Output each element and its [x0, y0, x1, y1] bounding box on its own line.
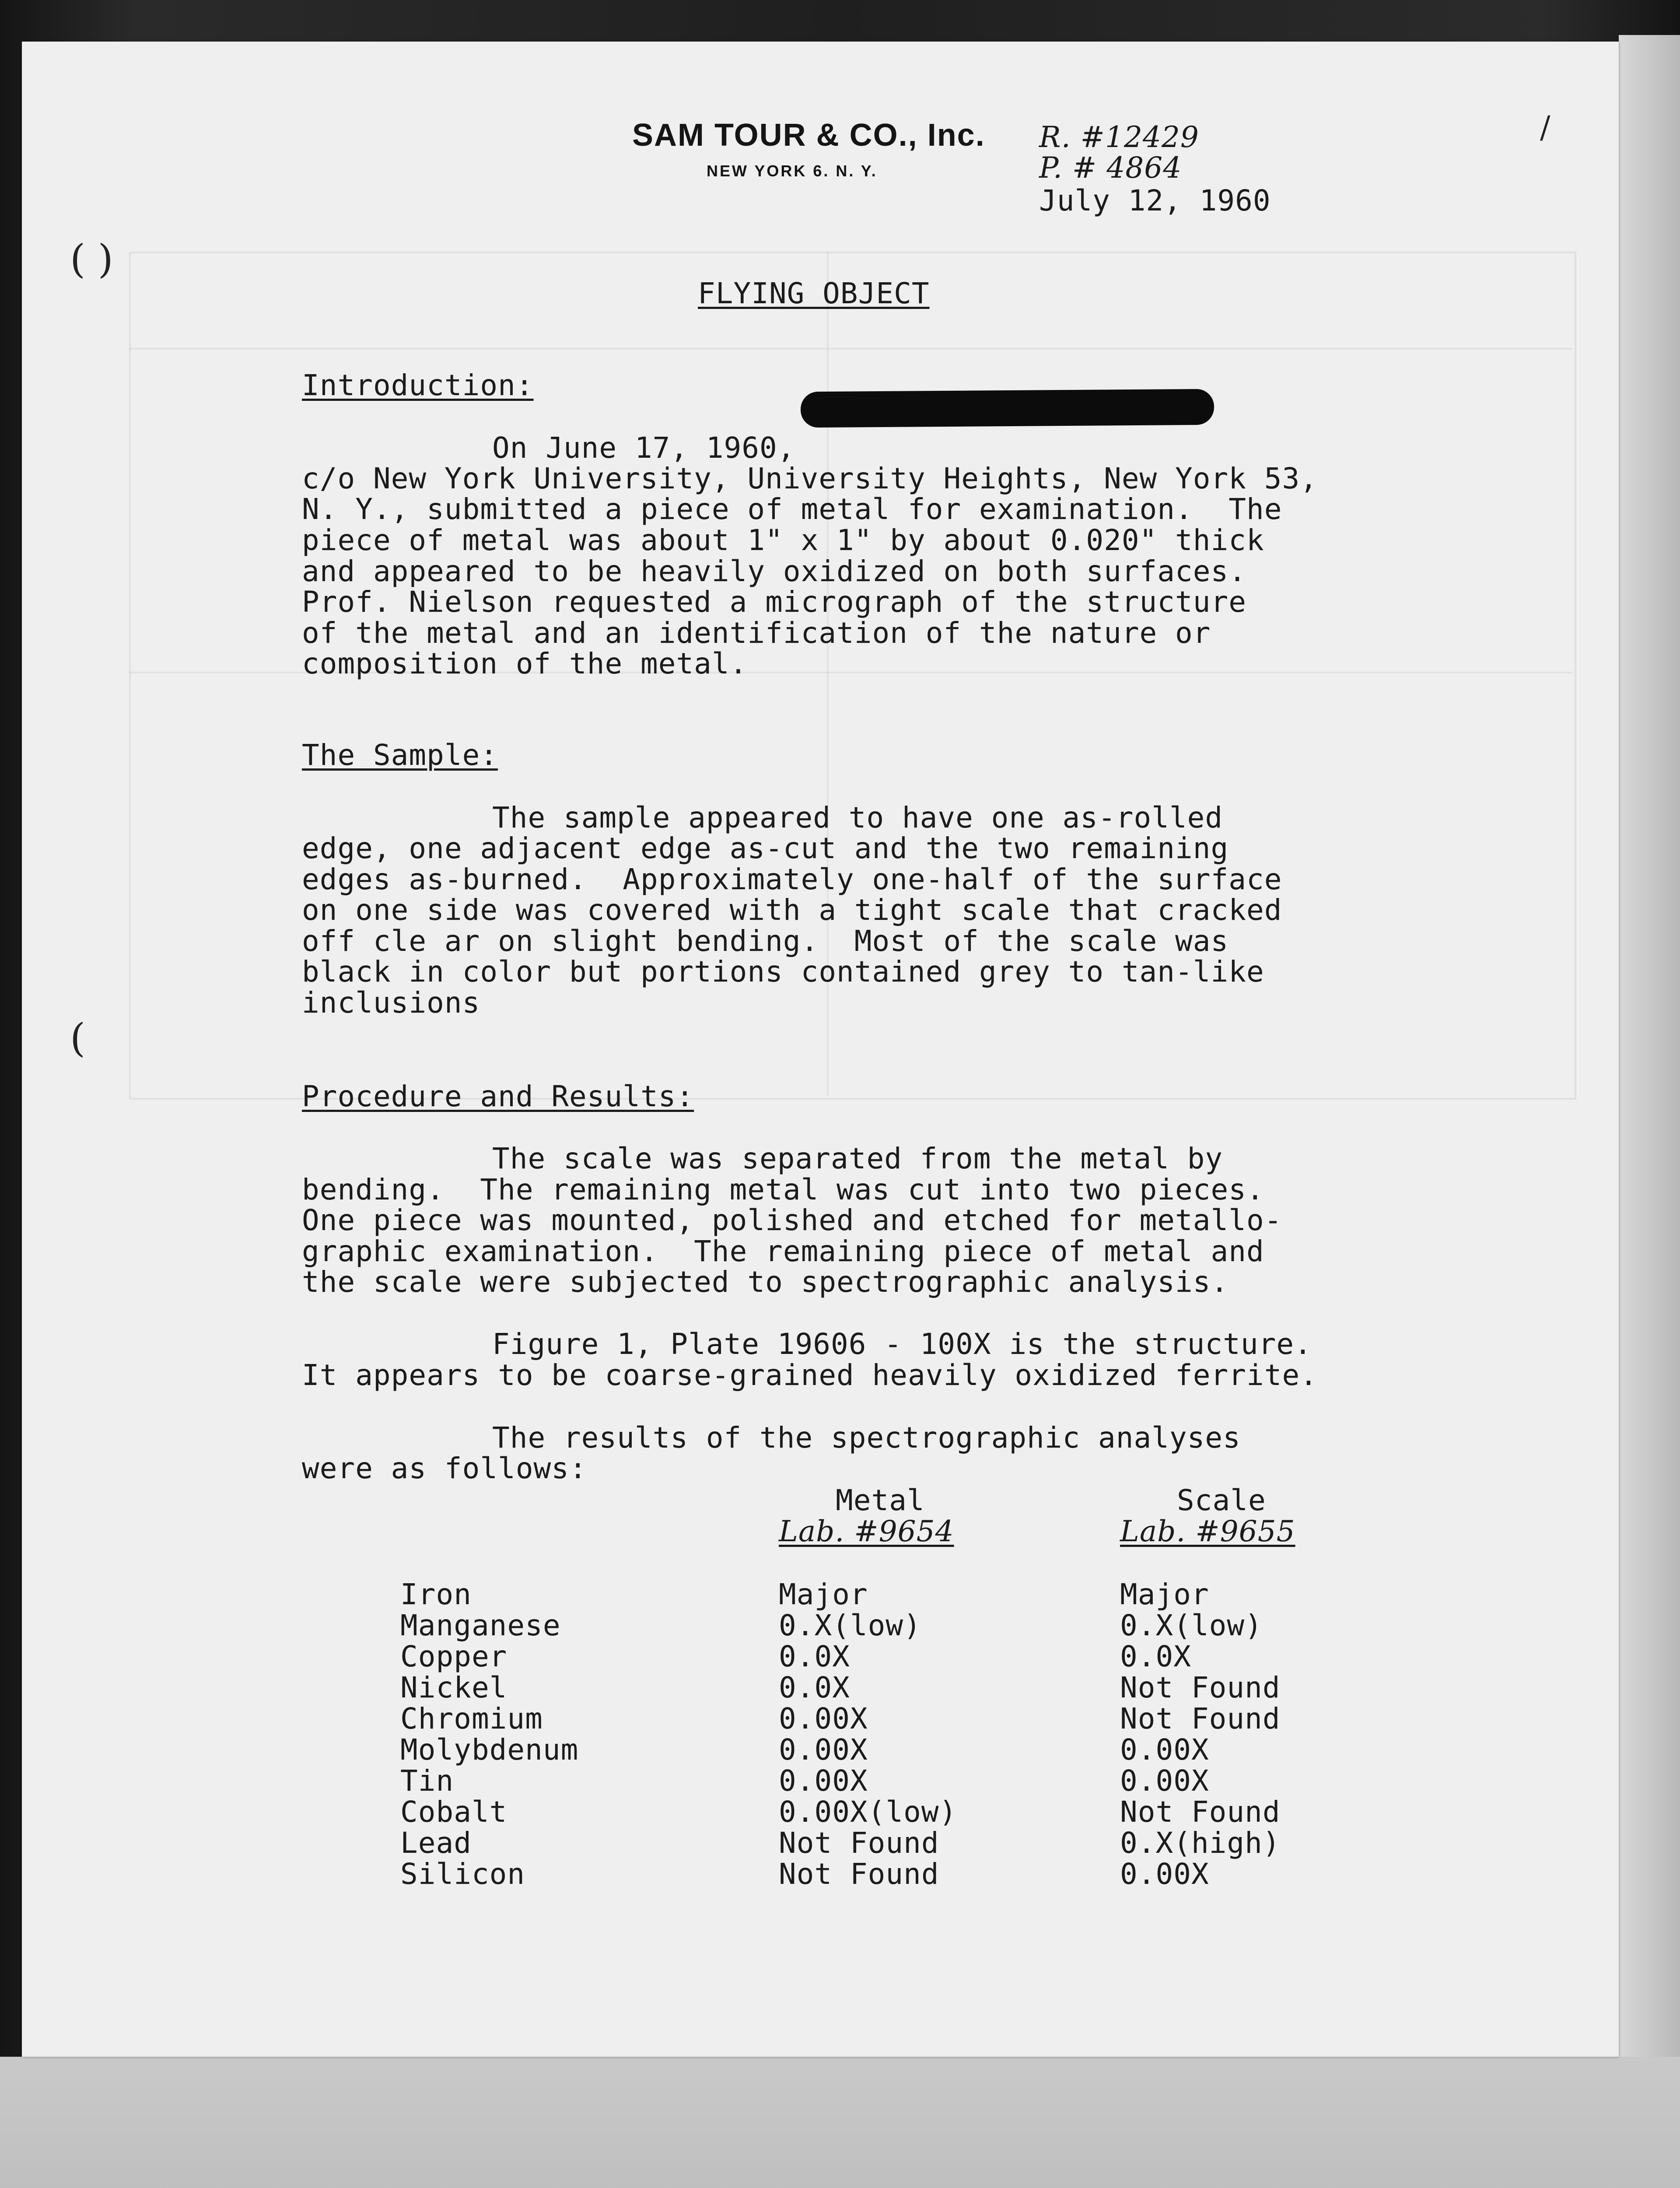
procedure-line: The scale was separated from the metal by [492, 1142, 1223, 1175]
sample-heading: The Sample: [302, 738, 498, 772]
sample-line: on one side was covered with a tight scale that cracked [302, 893, 1282, 927]
element-name: Manganese [400, 1609, 561, 1642]
intro-line: and appeared to be heavily oxidized on both surfaces. [302, 554, 1246, 588]
scale-value: Not Found [1120, 1671, 1281, 1704]
procedure-line: the scale were subjected to spectrographic analysis. [302, 1265, 1229, 1299]
scale-lab-text: Lab. #9655 [1120, 1515, 1295, 1548]
metal-value: 0.00X [779, 1702, 868, 1736]
element-name: Silicon [400, 1857, 525, 1891]
sample-line: The sample appeared to have one as-rolled [492, 801, 1223, 835]
scale-value: 0.00X [1120, 1857, 1209, 1891]
scale-value: 0.00X [1120, 1764, 1209, 1798]
company-city: NEW YORK 6. N. Y. [707, 162, 878, 180]
intro-line: N. Y., submitted a piece of metal for examination. The [302, 492, 1282, 526]
element-name: Lead [400, 1826, 472, 1860]
intro-line: c/o New York University, University Heights, New York 53, [302, 462, 1318, 495]
sample-line: black in color but portions contained grey to tan-like [302, 955, 1264, 989]
element-name: Copper [400, 1640, 508, 1673]
procedure-line: bending. The remaining metal was cut into two pieces. [302, 1173, 1264, 1206]
element-name: Nickel [400, 1671, 508, 1704]
scale-value: Not Found [1120, 1795, 1281, 1829]
document-title: FLYING OBJECT [698, 277, 930, 310]
procedure-line: It appears to be coarse-grained heavily oxidized ferrite. [302, 1358, 1318, 1392]
sample-line: edges as-burned. Approximately one-half of the surface [302, 863, 1282, 896]
scale-value: 0.00X [1120, 1733, 1209, 1767]
sample-line: off cle ar on slight bending. Most of the scale was [302, 924, 1229, 958]
reference-r [1039, 120, 1199, 154]
scale-value: Not Found [1120, 1702, 1281, 1736]
element-name: Chromium [400, 1702, 543, 1736]
metal-value: 0.X(low) [779, 1609, 921, 1642]
intro-line: composition of the metal. [302, 647, 748, 680]
metal-value: 0.00X [779, 1764, 868, 1798]
scale-column-header: Scale [1177, 1483, 1266, 1517]
report-date: July 12, 1960 [1039, 184, 1271, 217]
metal-column-header: Metal [836, 1483, 925, 1517]
metal-value: Not Found [779, 1857, 939, 1891]
procedure-line: The results of the spectrographic analyses [492, 1421, 1241, 1455]
scale-value: 0.0X [1120, 1640, 1191, 1673]
reference-p [1039, 151, 1182, 185]
ghost-form-line [129, 348, 1573, 350]
element-name: Molybdenum [400, 1733, 579, 1767]
redaction-bar [801, 389, 1214, 428]
sample-line: inclusions [302, 986, 480, 1020]
metal-value: 0.00X(low) [779, 1795, 957, 1829]
procedure-line: One piece was mounted, polished and etched for metallo- [302, 1203, 1282, 1237]
intro-line: Prof. Nielson requested a micrograph of the structure [302, 585, 1246, 619]
scan-lower-strip [0, 2057, 1680, 2188]
intro-line: On June 17, 1960, [492, 431, 795, 465]
scale-value: 0.X(low) [1120, 1609, 1263, 1642]
scale-value: Major [1120, 1578, 1209, 1611]
metal-lab-text: Lab. #9654 [779, 1515, 954, 1548]
metal-value: 0.0X [779, 1671, 850, 1704]
margin-mark: ( [70, 1015, 86, 1061]
element-name: Tin [400, 1764, 454, 1798]
introduction-heading: Introduction: [302, 368, 534, 402]
element-name: Iron [400, 1578, 472, 1611]
scale-value: 0.X(high) [1120, 1826, 1281, 1860]
intro-line: piece of metal was about 1" x 1" by about 0.020" thick [302, 523, 1264, 557]
element-name: Cobalt [400, 1795, 508, 1829]
metal-value: 0.0X [779, 1640, 850, 1673]
reference-p-text: P. # 4864 [1039, 151, 1182, 185]
procedure-line: graphic examination. The remaining piece of metal and [302, 1234, 1264, 1268]
sample-line: edge, one adjacent edge as-cut and the two remaining [302, 831, 1229, 865]
procedure-heading: Procedure and Results: [302, 1080, 694, 1113]
procedure-line: were as follows: [302, 1452, 587, 1485]
margin-mark: / [1540, 109, 1550, 145]
metal-value: Major [779, 1578, 868, 1611]
reference-r-text: R. #12429 [1039, 120, 1199, 154]
intro-line: of the metal and an identification of the nature or [302, 616, 1211, 650]
metal-value: 0.00X [779, 1733, 868, 1767]
company-name: SAM TOUR & CO., Inc. [632, 118, 985, 153]
metal-value: Not Found [779, 1826, 939, 1860]
margin-mark: ( ) [70, 236, 113, 282]
scale-lab-number [1120, 1515, 1295, 1548]
scan-edge-strip [1619, 35, 1680, 2188]
metal-lab-number [779, 1515, 954, 1548]
procedure-line: Figure 1, Plate 19606 - 100X is the structure. [492, 1327, 1312, 1361]
